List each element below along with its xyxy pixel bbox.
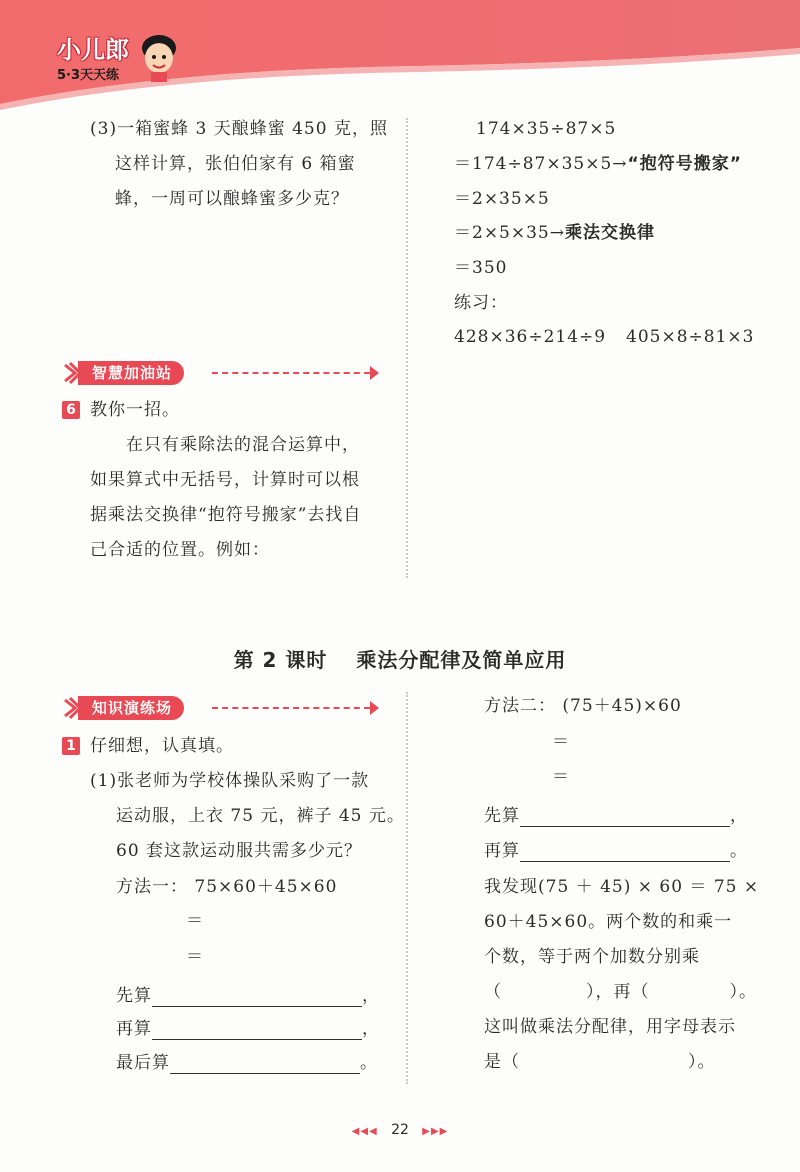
period: 。 [730,841,748,861]
example-line-3: ＝2×35×5 [454,189,550,209]
example-line-1: 174×35÷87×5 [476,119,617,139]
prev-arrows-icon: ◀◀◀ [351,1126,378,1137]
method2-eq-2: ＝ [552,767,570,787]
arrow-right-icon [370,701,379,715]
last-label: 最后算 [116,1053,170,1073]
page-number-row [0,1122,800,1138]
comma: ， [730,806,748,826]
question-number-1: 1 [62,737,80,755]
column-divider-bottom [406,692,408,1084]
q3-line2: 这样计算，张伯伯家有 6 箱蜜 [115,154,356,174]
tip-banner [62,360,382,386]
method2-label: 方法二： [484,696,556,716]
example-line-5: ＝350 [454,258,508,278]
answer-blank-first[interactable] [152,988,362,1007]
first-label: 先算 [484,806,520,826]
paren-close-formula: ）。 [688,1052,716,1072]
tip-banner-label: 智慧加油站 [78,361,184,385]
tip-line-4: 己合适的位置。例如： [90,540,270,560]
drill-q1-line2: 运动服，上衣 75 元，裤子 45 元。 [116,806,405,826]
method2-then-row [484,840,748,862]
example-line-4-expr: ＝2×5×35 [454,223,550,243]
discover-line6 [484,1051,716,1073]
paren-open: （ [484,982,502,1002]
brand-logo [55,30,195,90]
answer-blank-last[interactable] [170,1055,360,1074]
example-line-2 [454,153,742,175]
arrow-right-icon [370,366,379,380]
then-label: 再算 [484,841,520,861]
paren-close: ）。 [729,982,757,1002]
answer-blank-first-2[interactable] [520,808,730,827]
drill-banner-line [212,707,370,709]
discover-line4 [484,981,757,1003]
example-line-2-expr: ＝174÷87×35×5 [454,154,613,174]
then-label: 再算 [116,1019,152,1039]
arrow-icon: → [549,223,566,243]
method2-expr: (75＋45)×60 [562,696,682,716]
next-arrows-icon: ▶▶▶ [422,1126,449,1137]
method2-first-row [484,805,748,827]
answer-blank-then[interactable] [152,1021,362,1040]
example-line-4 [454,222,655,244]
tip-intro: 教你一招。 [90,400,180,420]
discover-line2: 60＋45×60。两个数的和乘一 [484,912,733,932]
tip-line-1: 在只有乘除法的混合运算中， [126,435,360,455]
discover-line1: 我发现(75 ＋ 45) × 60 ＝ 75 × [484,877,760,897]
first-label: 先算 [116,986,152,1006]
column-divider-top [406,118,408,578]
tip-banner-line [212,372,370,374]
drill-banner-label: 知识演练场 [78,696,184,720]
answer-blank-formula[interactable] [520,1055,688,1073]
method1-eq-1: ＝ [186,911,204,931]
answer-blank-paren-1[interactable] [502,985,586,1003]
brand-sub: 5·3天天练 [57,68,120,83]
method1-label: 方法一： [116,877,188,897]
question-number-6: 6 [62,401,80,419]
answer-blank-then-2[interactable] [520,843,730,862]
practice-1: 428×36÷214÷9 [454,327,607,347]
practice-label: 练习： [454,293,508,313]
paren-mid: ），再（ [586,982,650,1002]
tip-line-2: 如果算式中无括号，计算时可以根 [90,470,360,490]
page-number: 22 [391,1122,409,1138]
drill-q1-line3: 60 套这款运动服共需多少元？ [116,841,363,861]
practice-2: 405×8÷81×3 [626,327,755,347]
paren-open-formula: 是（ [484,1052,520,1072]
discover-line3: 个数，等于两个加数分别乘 [484,947,700,967]
comma: ， [362,1019,380,1039]
discover-line5: 这叫做乘法分配律，用字母表示 [484,1017,736,1037]
q3-line3: 蜂，一周可以酿蜂蜜多少克？ [115,189,349,209]
method1-first-row [116,985,380,1007]
note-commutative: 乘法交换律 [565,223,656,243]
mascot-icon [137,32,181,82]
method2-eq-1: ＝ [552,732,570,752]
method1-eq-2: ＝ [186,947,204,967]
drill-q1-line1: (1)张老师为学校体操队采购了一款 [90,771,370,791]
method1-then-row [116,1018,380,1040]
arrow-icon: → [612,154,628,174]
answer-blank-paren-2[interactable] [650,985,730,1003]
period: 。 [360,1053,378,1073]
method1-expr: 75×60＋45×60 [194,877,338,897]
brand-name: 小儿郎 [57,36,129,64]
method1-last-row [116,1052,378,1074]
note-move-symbol: “抱符号搬家” [627,154,742,174]
method1 [116,876,337,898]
comma: ， [362,986,380,1006]
method2 [484,695,682,717]
q3-line1: (3)一箱蜜蜂 3 天酿蜂蜜 450 克，照 [90,119,388,139]
tip-line-3: 据乘法交换律“抱符号搬家”去找自 [90,505,362,525]
lesson-title: 第 2 课时 乘法分配律及简单应用 [233,648,567,672]
drill-heading: 仔细想，认真填。 [90,736,234,756]
drill-banner [62,695,382,721]
